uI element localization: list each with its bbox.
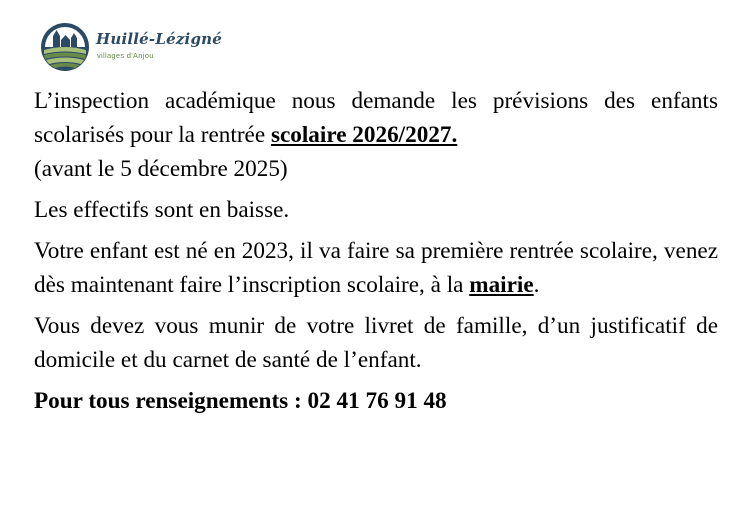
paragraph-registration-end: . — [533, 272, 540, 298]
logo — [40, 20, 220, 74]
paragraph-registration — [34, 234, 718, 302]
school-year-emphasis: scolaire 2026/2027. — [270, 122, 458, 148]
paragraph-enrollment-decline: Les effectifs sont en baisse. — [34, 197, 290, 223]
logo-name: Huillé-Lézigné — [96, 30, 222, 48]
paragraph-registration-text: Votre enfant est né en 2023, il va faire sa première rentrée scolaire, venez dès maintenant faire l’inscription scolaire, à la — [34, 238, 718, 298]
logo-subtitle: villages d'Anjou — [97, 51, 154, 60]
deadline-text: (avant le 5 décembre 2025) — [34, 156, 288, 182]
paragraph-forecast-text: L’inspection académique nous demande les prévisions des enfants scolarisés pour la rentrée — [34, 88, 718, 148]
village-emblem-icon — [40, 22, 90, 72]
notice-body — [34, 84, 718, 425]
paragraph-documents: Vous devez vous munir de votre livret de famille, d’un justificatif de domicile et du carnet de santé de l’enfant. — [34, 313, 718, 373]
mairie-emphasis: mairie — [469, 272, 534, 298]
paragraph-forecast — [34, 84, 718, 186]
contact-line: Pour tous renseignements : 02 41 76 91 48 — [34, 388, 447, 414]
